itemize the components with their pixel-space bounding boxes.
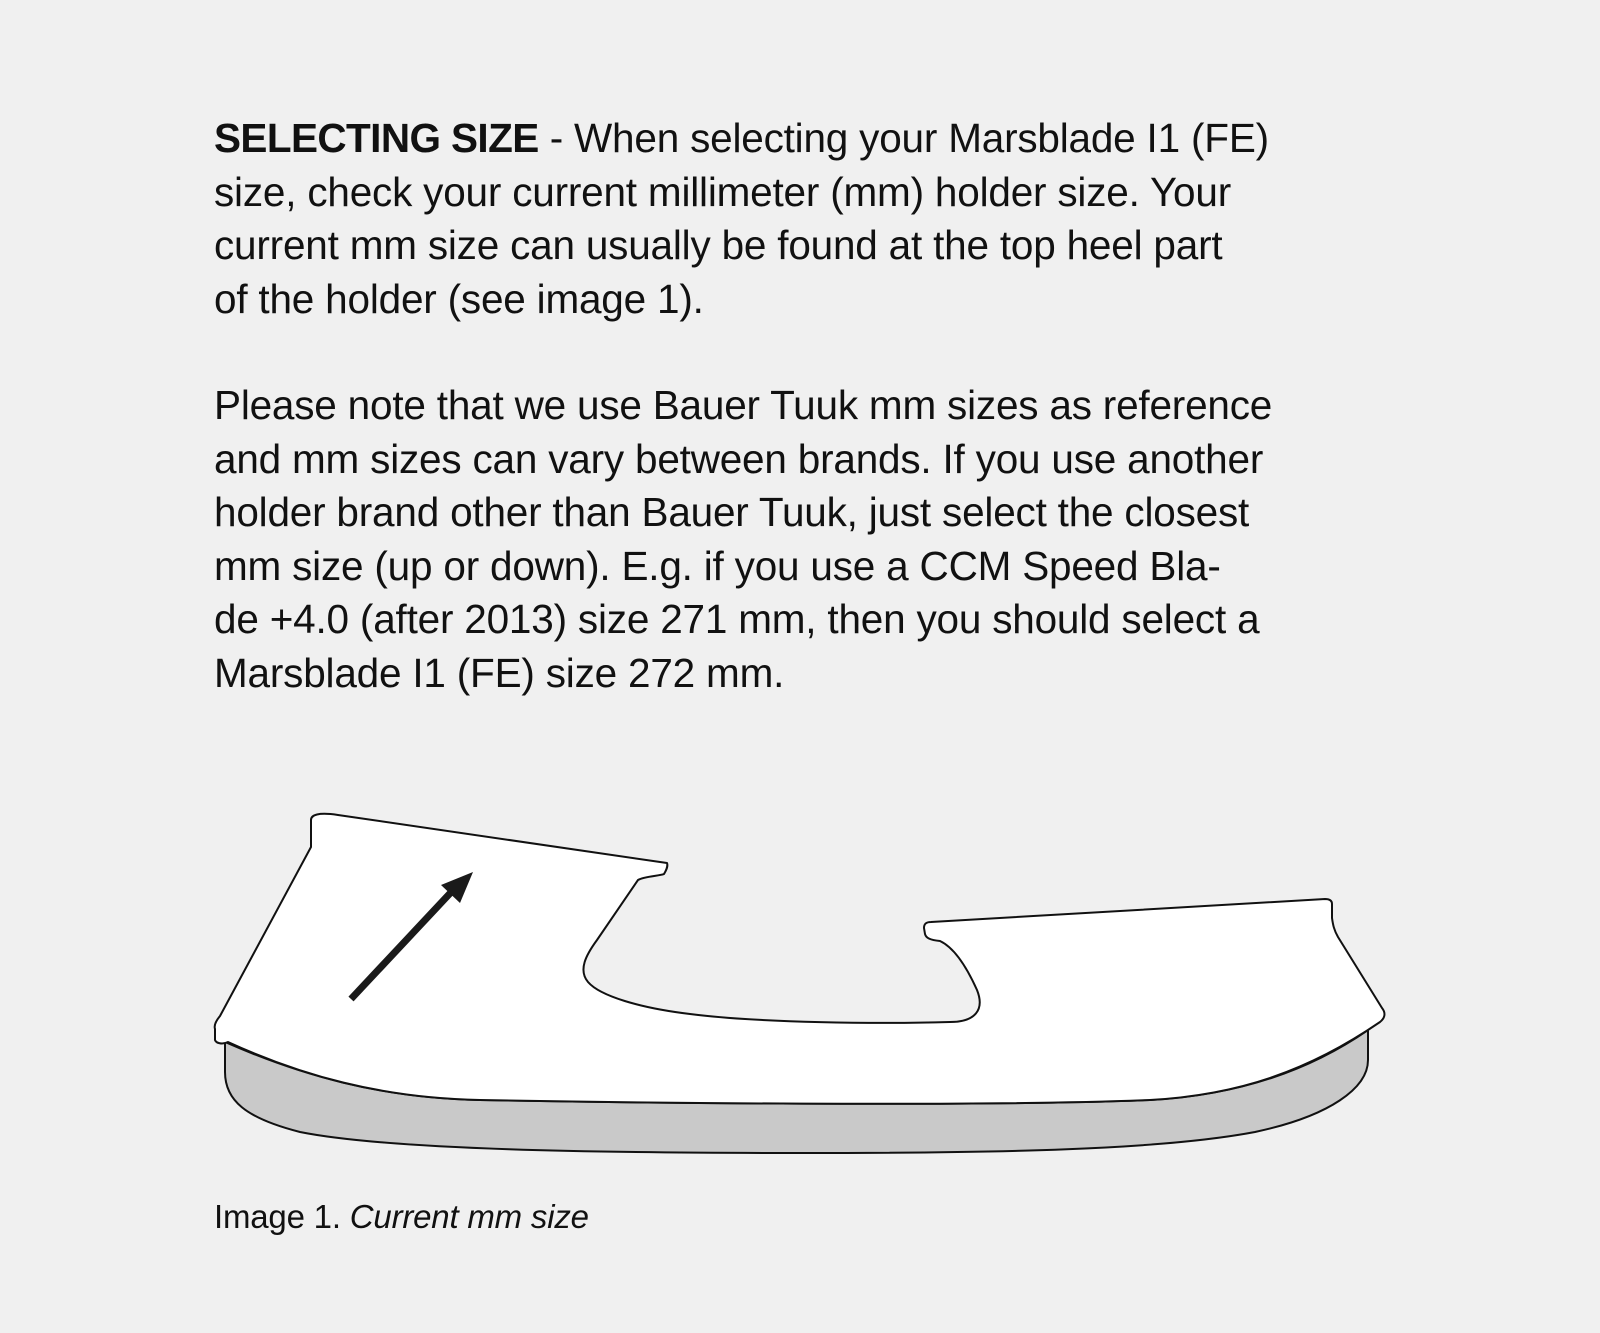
paragraph-line: Marsblade I1 (FE) size 272 mm. (214, 649, 785, 696)
section-heading: SELECTING SIZE (214, 115, 539, 161)
paragraph-line: mm size (up or down). E.g. if you use a CCM Speed Bla- (214, 542, 1221, 589)
paragraph-line: and mm sizes can vary between brands. If you use another (214, 435, 1264, 482)
paragraph-text: - When selecting your Marsblade I1 (FE) (538, 115, 1269, 161)
figure-caption (214, 1197, 589, 1237)
paragraph-line: Please note that we use Bauer Tuuk mm sizes as reference (214, 382, 1273, 428)
paragraph-line: of the holder (see image 1). (214, 275, 704, 322)
paragraph-line: size, check your current millimeter (mm) holder size. Your (214, 168, 1231, 215)
caption-prefix: Image 1. (214, 1198, 350, 1235)
paragraph-line: de +4.0 (after 2013) size 271 mm, then you should select a (214, 596, 1260, 642)
paragraph-line: holder brand other than Bauer Tuuk, just select the closest (214, 489, 1250, 535)
caption-title: Current mm size (349, 1198, 589, 1235)
paragraph-line: current mm size can usually be found at the top heel part (214, 222, 1223, 268)
